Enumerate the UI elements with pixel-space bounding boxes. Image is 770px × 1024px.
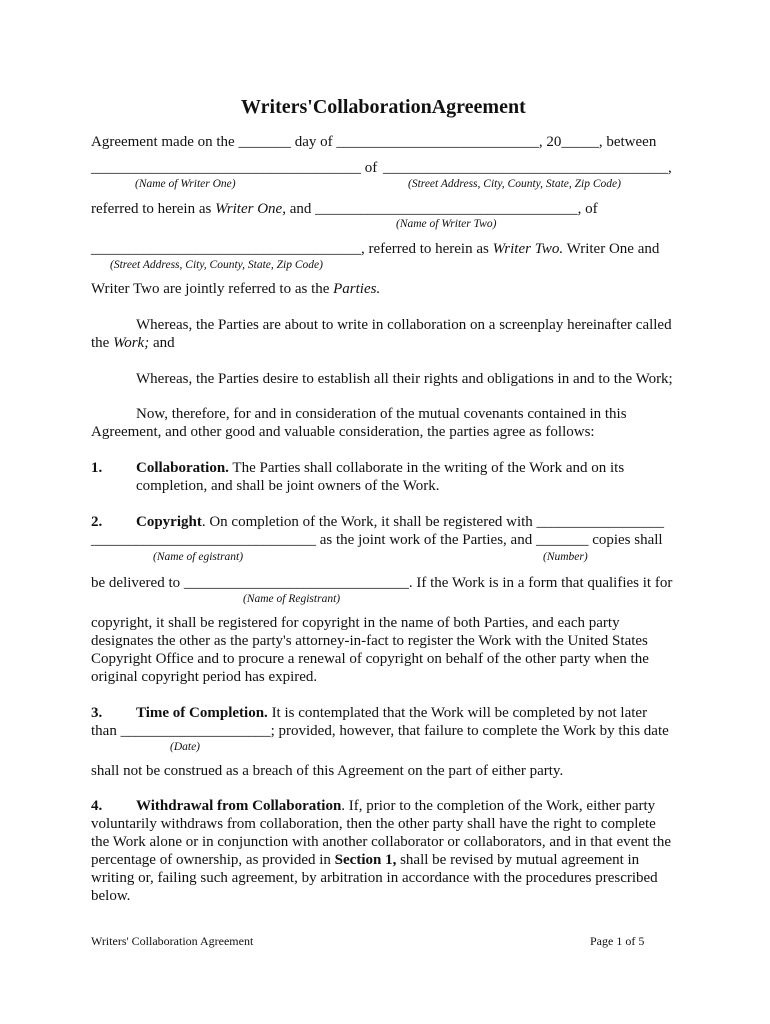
section-4-line-2: voluntarily withdraws from collaboration, then the other party shall have the right to complete bbox=[91, 816, 656, 832]
caption-writer-one: (Name of Writer One) bbox=[135, 178, 236, 190]
recital-3-line-2: Agreement, and other good and valuable consideration, the parties agree as follows: bbox=[91, 424, 595, 440]
section-2-heading: Copyright bbox=[136, 514, 202, 530]
intro-line-3: referred to herein as Writer One, and ___________________________________, of bbox=[91, 201, 598, 217]
section-2-line-3: be delivered to ______________________________. If the Work is in a form that qualifies it for bbox=[91, 575, 673, 591]
document-title: Writers'CollaborationAgreement bbox=[241, 96, 526, 118]
section-4-number: 4. bbox=[91, 798, 103, 814]
caption-registrant-2: (Name of Registrant) bbox=[243, 593, 341, 605]
section-4-line-3: the Work alone or in conjunction with another collaborator or collaborators, and in that event the bbox=[91, 834, 672, 850]
section-2-para-line-2: designates the other as the party's attorney-in-fact to register the Work with the United States bbox=[91, 633, 648, 649]
caption-address-2: (Street Address, City, County, State, Zip Code) bbox=[110, 259, 323, 271]
intro-line-4: ____________________________________, referred to herein as Writer Two. Writer One and bbox=[91, 241, 660, 257]
section-2-line-1: Copyright. On completion of the Work, it shall be registered with _________________ bbox=[136, 514, 665, 530]
section-1-heading: Collaboration. bbox=[136, 460, 229, 476]
footer-page-number: Page 1 of 5 bbox=[590, 934, 645, 948]
section-4-line-1: Withdrawal from Collaboration. If, prior to the completion of the Work, either party bbox=[136, 798, 656, 814]
caption-registrant: (Name of egistrant) bbox=[153, 551, 244, 563]
caption-address-1: (Street Address, City, County, State, Zip Code) bbox=[408, 178, 621, 190]
caption-number: (Number) bbox=[543, 551, 588, 563]
section-2-para-line-4: original copyright period has expired. bbox=[91, 669, 318, 685]
caption-date: (Date) bbox=[170, 741, 201, 753]
recital-1-line-2: the Work; and bbox=[91, 335, 175, 351]
section-4-line-6: below. bbox=[91, 888, 131, 904]
section-2-para-line-1: copyright, it shall be registered for copyright in the name of both Parties, and each party bbox=[91, 615, 620, 631]
section-1-reference: Section 1, bbox=[334, 852, 397, 868]
writer-two-term: Writer Two. bbox=[492, 241, 564, 257]
section-3-number: 3. bbox=[91, 705, 103, 721]
recital-3-line-1: Now, therefore, for and in consideration of the mutual covenants contained in this bbox=[136, 406, 627, 422]
section-3-line-1: Time of Completion. It is contemplated that the Work will be completed by not later bbox=[136, 705, 648, 721]
section-2-para-line-3: Copyright Office and to procure a renewal of copyright on behalf of the other party when the bbox=[91, 651, 649, 667]
intro-line-2-left: ____________________________________ of bbox=[91, 160, 378, 176]
section-3-line-2: than ____________________; provided, however, that failure to complete the Work by this date bbox=[91, 723, 669, 739]
intro-line-1: Agreement made on the _______ day of ___________________________, 20_____, between bbox=[91, 134, 657, 150]
footer-document-name: Writers' Collaboration Agreement bbox=[91, 934, 254, 948]
section-1-line-2: completion, and shall be joint owners of the Work. bbox=[136, 478, 440, 494]
section-4-line-5: writing or, failing such agreement, by arbitration in accordance with the procedures prescribed bbox=[91, 870, 658, 886]
parties-term: Parties. bbox=[333, 281, 381, 297]
intro-line-2-right: ______________________________________, bbox=[383, 160, 672, 176]
section-3-line-3: shall not be construed as a breach of this Agreement on the part of either party. bbox=[91, 763, 564, 779]
section-4-heading: Withdrawal from Collaboration bbox=[136, 798, 342, 814]
work-term: Work; bbox=[113, 335, 150, 351]
caption-writer-two: (Name of Writer Two) bbox=[396, 218, 497, 230]
section-3-heading: Time of Completion. bbox=[136, 705, 268, 721]
writer-one-term: Writer One bbox=[215, 201, 283, 217]
intro-line-5: Writer Two are jointly referred to as the Parties. bbox=[91, 281, 381, 297]
section-4-line-4: percentage of ownership, as provided in Section 1, shall be revised by mutual agreement in bbox=[91, 852, 640, 868]
section-2-line-2: ______________________________ as the joint work of the Parties, and _______ copies shall bbox=[91, 532, 663, 548]
section-1-line-1: Collaboration. The Parties shall collaborate in the writing of the Work and on its bbox=[136, 460, 625, 476]
section-1-number: 1. bbox=[91, 460, 103, 476]
recital-2: Whereas, the Parties desire to establish all their rights and obligations in and to the Work; bbox=[136, 371, 673, 387]
recital-1-line-1: Whereas, the Parties are about to write in collaboration on a screenplay hereinafter called bbox=[136, 317, 672, 333]
section-2-number: 2. bbox=[91, 514, 103, 530]
